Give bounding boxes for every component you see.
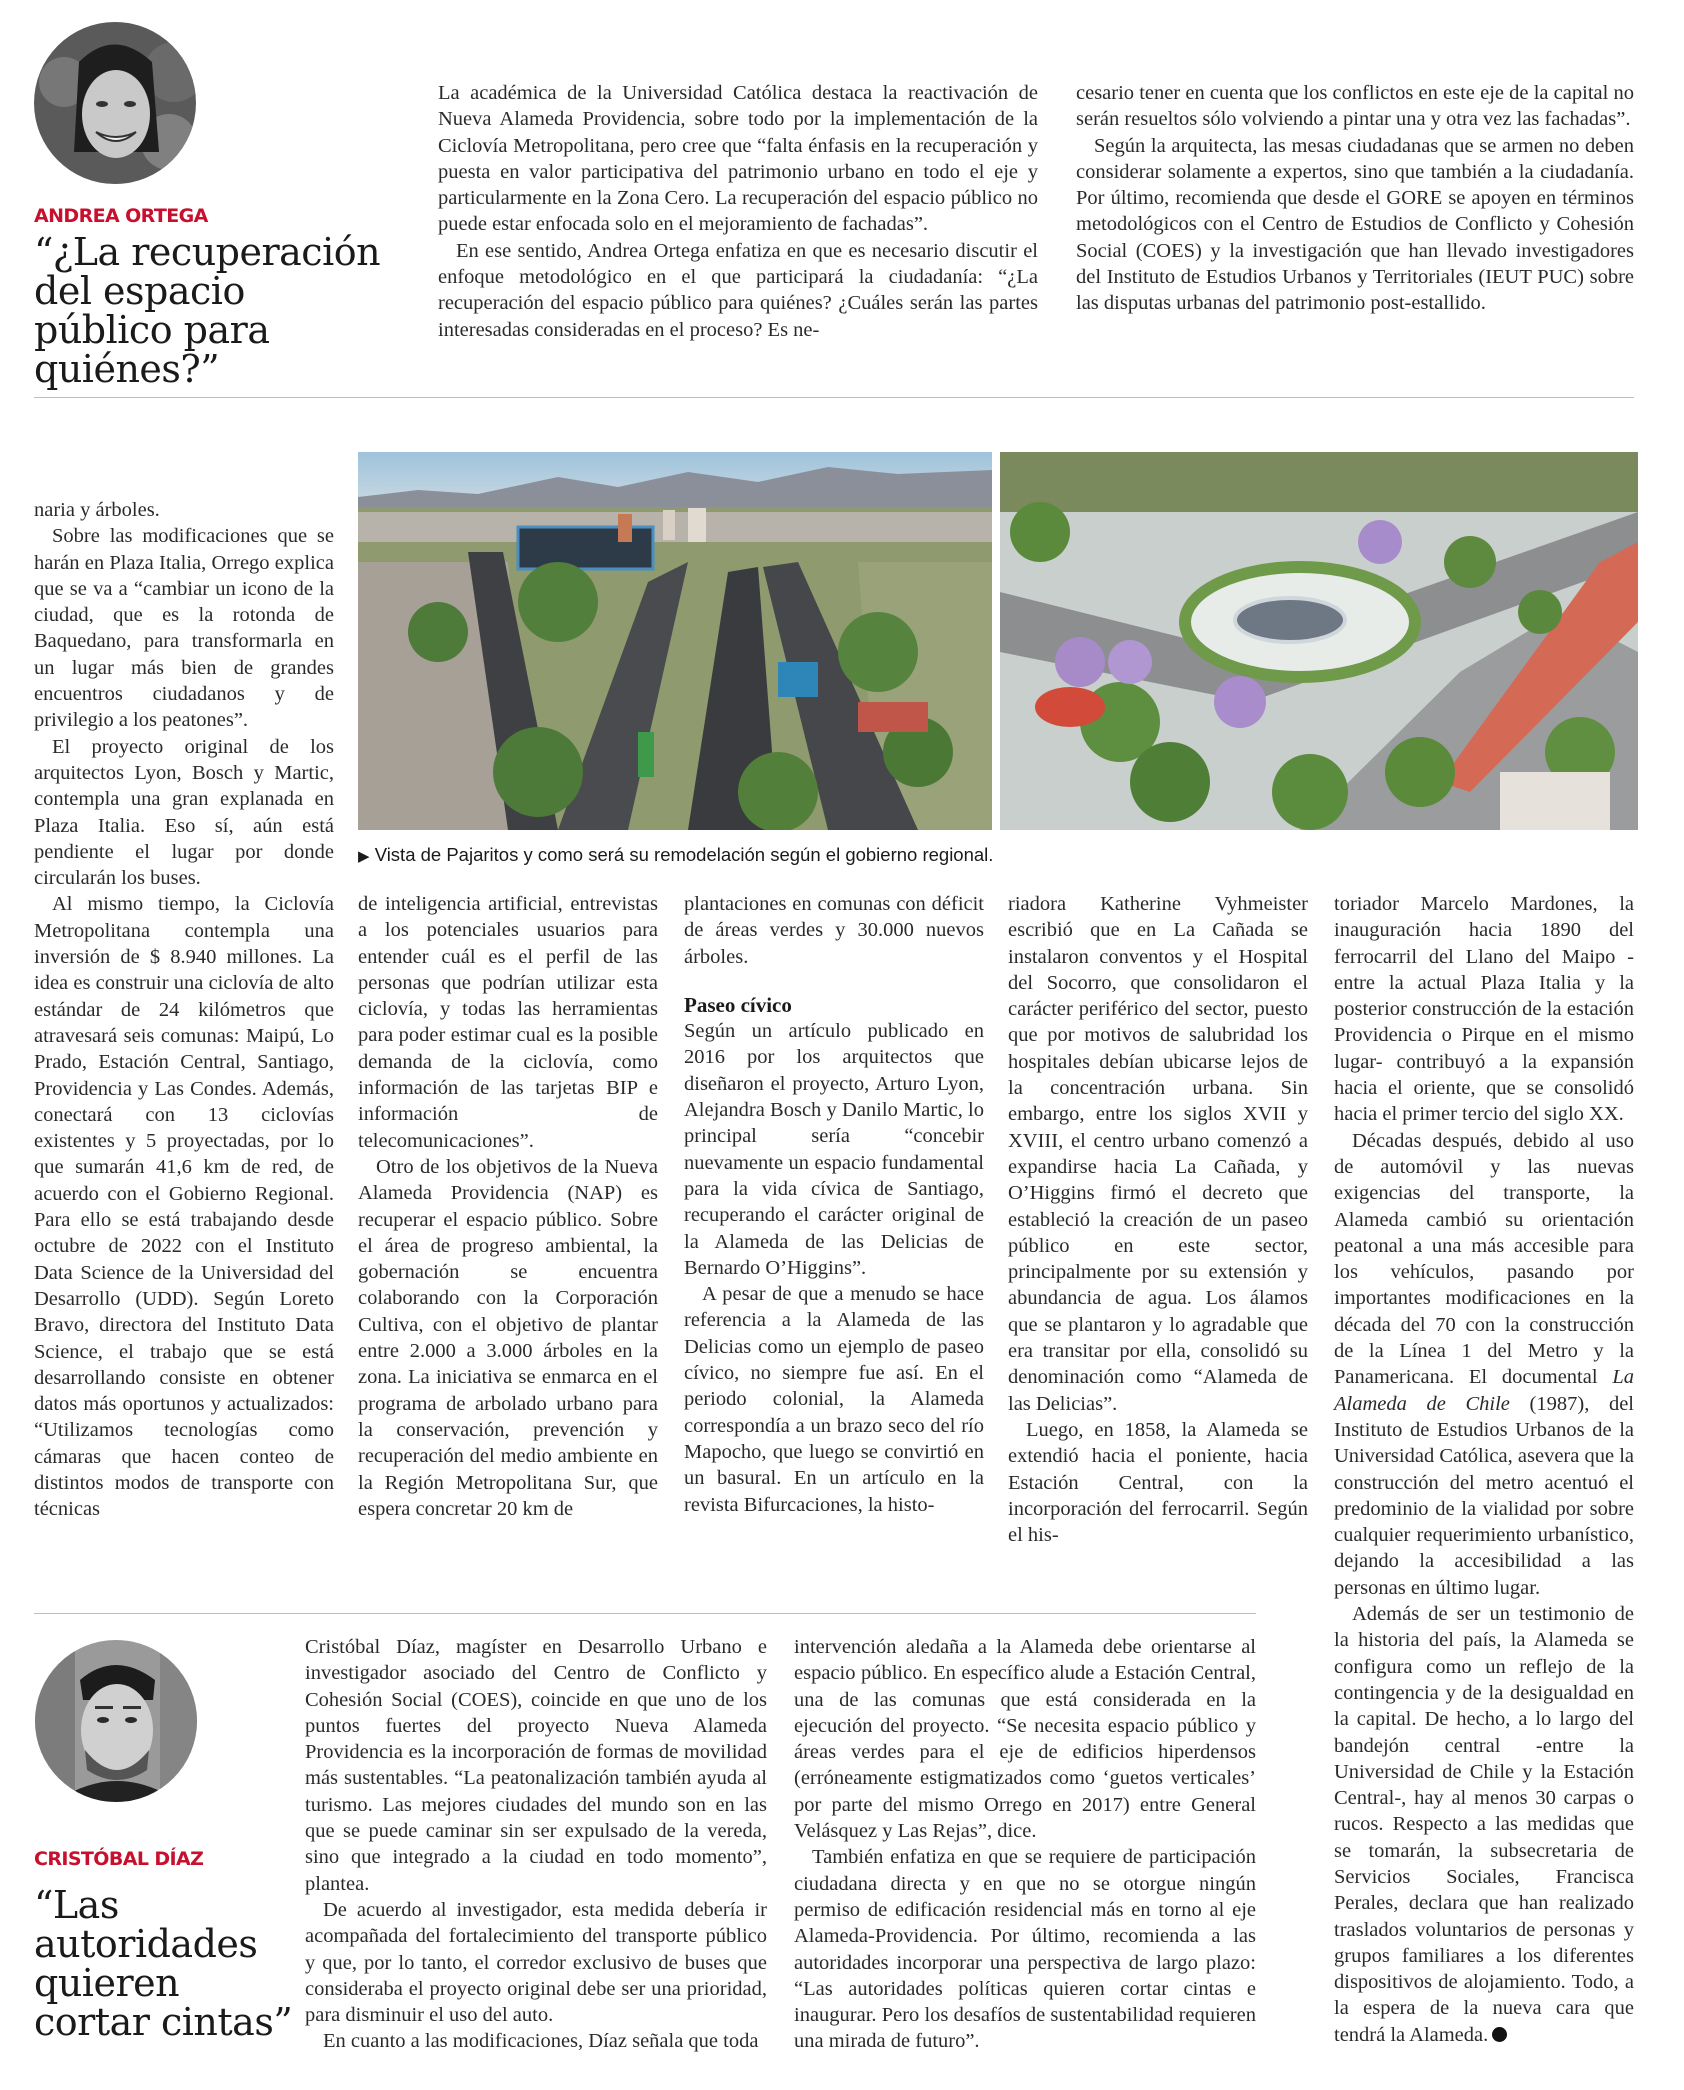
caption-arrow-icon: ▶ xyxy=(358,848,370,865)
text-run: Décadas después, debido al uso de automóvil y las nuevas exigencias del transporte, la Alameda cambió su orientación peatonal a una más accesible para los vehículos, pasando por importantes modificaciones en la década del 70 con la construcción de la Línea 1 del Metro y la Panamericana. El documental xyxy=(1334,1129,1634,1389)
article-column-1 xyxy=(34,497,334,1523)
avatar-andrea-ortega xyxy=(34,22,196,184)
top-column-1 xyxy=(438,80,1038,343)
paragraph: Cristóbal Díaz, magíster en Desarrollo Urbano e investigador asociado del Centro de Conflicto y Cohesión Social (COES), coincide en que uno de los puntos fuertes del proyecto Nueva Alameda Providencia es la incorporación de formas de movilidad más sustentables. “La peatonalización también ayuda al turismo. Las mejores ciudades del mundo son en las que se puede caminar sin ser expulsado de la vereda, sino que integrado a la ciudad en todo momento”, plantea. xyxy=(305,1636,767,1895)
bottom-column-1 xyxy=(305,1634,767,2055)
paragraph: Otro de los objetivos de la Nueva Alameda Providencia (NAP) es recuperar el espacio público. Sobre el área de progreso ambiental, la gobernación se encuentra colaborando con la Corporación Cultiva, con el objetivo de plantar entre 2.000 a 3.000 árboles en la zona. La iniciativa se enmarca en el programa de arbolado urbano para la conservación, prevención y recuperación del medio ambiente en la Región Metropolitana Sur, que espera concretar 20 km de xyxy=(358,1155,658,1520)
paragraph: De acuerdo al investigador, esta medida debería ir acompañada del fortalecimiento del transporte público y que, por lo tanto, el corredor exclusivo de buses que consideraba el proyecto original debe ser una prioridad, para disminuir el uso del auto. xyxy=(305,1898,767,2027)
caption-text: Vista de Pajaritos y como será su remodelación según el gobierno regional. xyxy=(374,844,994,865)
paragraph: El proyecto original de los arquitectos Lyon, Bosch y Martic, contempla una gran explanada en Plaza Italia. Eso sí, aún está pendiente el lugar por donde circularán los buses. xyxy=(34,735,334,890)
text-run: (1987), del Instituto de Estudios Urbanos de la Universidad Católica, asevera que la construcción del metro acentuó el predominio de la vialidad por sobre cualquier requerimiento urbanístico, dejando la accesibilidad a las personas en último lugar. xyxy=(1334,1392,1634,1599)
paragraph: riadora Katherine Vyhmeister escribió que en La Cañada se instalaron conventos y el Hospital del Socorro, que consolidaron el carácter periférico del sector, puesto que por motivos de salubridad los hospitales debían ubicarse lejos de la concentración urbana. Sin embargo, entre los siglos XVII y XVIII, el centro urbano comenzó a expandirse hacia La Cañada, y O’Higgins firmó el decreto que estableció la creación de un paseo público en este sector, principalmente por su extensión y abundancia de agua. Los álamos que se plantaron y lo agradable que era transitar por ella, consolidó su denominación como “Alameda de las Delicias”. xyxy=(1008,893,1308,1415)
paragraph: A pesar de que a menudo se hace referencia a la Alameda de las Delicias como un ejemplo de paseo cívico, no siempre fue así. En el periodo colonial, la Alameda correspondía a un brazo seco del río Mapocho, que luego se convirtió en un basural. En un artículo en la revista Bifurcaciones, la histo- xyxy=(684,1283,984,1516)
pull-quote-andrea-ortega: “¿La recuperación del espacio público para quiénes?” xyxy=(34,230,381,391)
paragraph: En cuanto a las modificaciones, Díaz señala que toda xyxy=(323,2030,759,2053)
photo-remodelacion-render xyxy=(1000,452,1638,830)
portrait-image xyxy=(34,22,196,184)
paragraph: Según la arquitecta, las mesas ciudadanas que se armen no deben considerar solamente a expertos, sino que también a la ciudadanía. Por último, recomienda que desde el GORE se apoyen en términos metodológicos con el Centro de Estudios de Conflicto y Cohesión Social (COES) y la investigación que han llevado investigadores del Instituto de Estudios Urbanos y Territoriales (IEUT PUC) sobre las disputas urbanas del patrimonio post-estallido. xyxy=(1076,134,1634,315)
article-column-3 xyxy=(684,891,984,1518)
photo-caption xyxy=(358,844,993,866)
paragraph: cesario tener en cuenta que los conflictos en este eje de la capital no serán resueltos sólo volviendo a pintar una y otra vez las fachadas”. xyxy=(1076,82,1634,131)
article-column-4 xyxy=(1008,891,1308,1548)
pull-quote-cristobal-diaz: “Las autoridades quieren cortar cintas” xyxy=(34,1883,293,2044)
paragraph: Sobre las modificaciones que se harán en Plaza Italia, Orrego explica que se va a “cambiar un icono de la ciudad, que es la rotonda de Baquedano, para transformarla en un lugar más bien de grandes encuentros ciudadanos y de privilegio a los peatones”. xyxy=(34,525,334,732)
paragraph: Según un artículo publicado en 2016 por los arquitectos que diseñaron el proyecto, Arturo Lyon, Alejandra Bosch y Danilo Martic, lo principal sería “concebir nuevamente un espacio fundamental para la vida cívica de Santiago, recuperando el carácter original de la Alameda de las Delicias de Bernardo O’Higgins”. xyxy=(684,1020,984,1279)
avatar-cristobal-diaz xyxy=(35,1640,197,1802)
paragraph: En ese sentido, Andrea Ortega enfatiza en que es necesario discutir el enfoque metodológico en el que participará la ciudadanía: “¿La recuperación del espacio público para quiénes? ¿Cuáles serán las partes interesadas consideradas en el proceso? Es ne- xyxy=(438,239,1038,341)
article-column-5 xyxy=(1334,891,1634,2048)
section-divider-bottom xyxy=(34,1613,1256,1614)
paragraph: La académica de la Universidad Católica destaca la reactivación de Nueva Alameda Providencia, sobre todo por la implementación de la Ciclovía Metropolitana, pero cree que “falta énfasis en la recuperación y puesta en valor participativa del patrimonio urbano en todo el eje y particularmente en la Zona Cero. La recuperación del espacio público no puede estar enfocada solo en el mejoramiento de fachadas”. xyxy=(438,82,1038,236)
text-run: Además de ser un testimonio de la historia del país, la Alameda se configura como un reflejo de la contingencia y de la desigualdad en la capital. De hecho, a lo largo del bandejón central -entre la Universidad de Chile y la Estación Central-, hay al menos 30 carpas o rucos. Respecto a las medidas que se tomarán, la subsecretaria de Servicios Sociales, Francisca Perales, declara que han realizado traslados voluntarios de personas y grupos familiares a los diferentes dispositivos de alojamiento. Todo, a la espera de la nueva cara que tendrá la Alameda. xyxy=(1334,1603,1634,2046)
paragraph xyxy=(1334,1601,1634,2048)
documentary-title: La Alameda de Chile xyxy=(1334,1366,1634,1415)
bottom-column-2 xyxy=(794,1634,1256,2055)
paragraph: intervención aledaña a la Alameda debe orientarse al espacio público. En específico alude a Estación Central, una de las comunas que está considerada en la ejecución del proyecto. “Se necesita espacio público y áreas verdes para el eje de edificios hiperdensos (erróneamente estigmatizados como ‘guetos verticales’ por parte del mismo Orrego en 2017) entre General Velásquez y Las Rejas”, dice. xyxy=(794,1636,1256,1843)
end-of-article-dot-icon xyxy=(1492,2027,1507,2042)
paragraph: plantaciones en comunas con déficit de áreas verdes y 30.000 nuevos árboles. xyxy=(684,893,984,968)
section-divider xyxy=(34,397,1634,398)
paragraph: toriador Marcelo Mardones, la inauguración hacia 1890 del ferrocarril del Llano del Maipo -entre la actual Plaza Italia y la posterior construcción de la estación Providencia o Pirque en el mismo lugar- contribuyó a la expansión hacia el oriente, que se consolidó hacia el primer tercio del siglo XX. xyxy=(1334,893,1634,1126)
portrait-image xyxy=(35,1640,197,1802)
photo-pajaritos-aerial xyxy=(358,452,992,830)
paragraph: Al mismo tiempo, la Ciclovía Metropolitana contempla una inversión de $ 8.940 millones. La idea es construir una ciclovía de alto estándar de 24 kilómetros que atravesará seis comunas: Maipú, Lo Prado, Estación Central, Santiago, Providencia y Las Condes. Además, conectará con 13 ciclovías existentes y 5 proyectadas, por lo que sumarán 41,6 km de red, de acuerdo con el Gobierno Regional. Para ello se está trabajando desde octubre de 2022 con el Instituto Data Science de la Universidad del Desarrollo (UDD). Según Loreto Bravo, directora del Instituto Data Science, el trabajo que se está desarrollando consiste en obtener datos más oportunos y actualizados: “Utilizamos tecnologías como cámaras que hacen conteo de distintos modos de transporte con técnicas xyxy=(34,893,334,1521)
article-column-2 xyxy=(358,891,658,1522)
person-name-andrea-ortega: ANDREA ORTEGA xyxy=(34,205,208,227)
paragraph: Luego, en 1858, la Alameda se extendió hacia el poniente, hacia Estación Central, con la incorporación del ferrocarril. Según el his- xyxy=(1008,1418,1308,1547)
top-column-2 xyxy=(1076,80,1634,317)
aerial-view-image xyxy=(358,452,992,830)
paragraph: de inteligencia artificial, entrevistas a los potenciales usuarios para entender cuál es el perfil de las personas que podrían utilizar esta ciclovía, y todas las herramientas para poder estimar cual es la posible demanda de la ciclovía, como información de las tarjetas BIP e información de telecomunicaciones”. xyxy=(358,893,658,1152)
paragraph: También enfatiza en que se requiere de participación ciudadana directa y en que no se otorgue ningún permiso de edificación residencial más en torno al eje Alameda-Providencia. Por último, recomienda a las autoridades incorporar una perspectiva de largo plazo: “Las autoridades políticas quieren cortar cintas e inaugurar. Pero los desafíos de sustentabilidad requieren una mirada de futuro”. xyxy=(794,1846,1256,2053)
subhead-paseo-civico: Paseo cívico xyxy=(684,992,792,1017)
render-image xyxy=(1000,452,1638,830)
paragraph xyxy=(1334,1128,1634,1601)
paragraph: naria y árboles. xyxy=(34,499,160,521)
person-name-cristobal-diaz: CRISTÓBAL DÍAZ xyxy=(34,1848,204,1870)
